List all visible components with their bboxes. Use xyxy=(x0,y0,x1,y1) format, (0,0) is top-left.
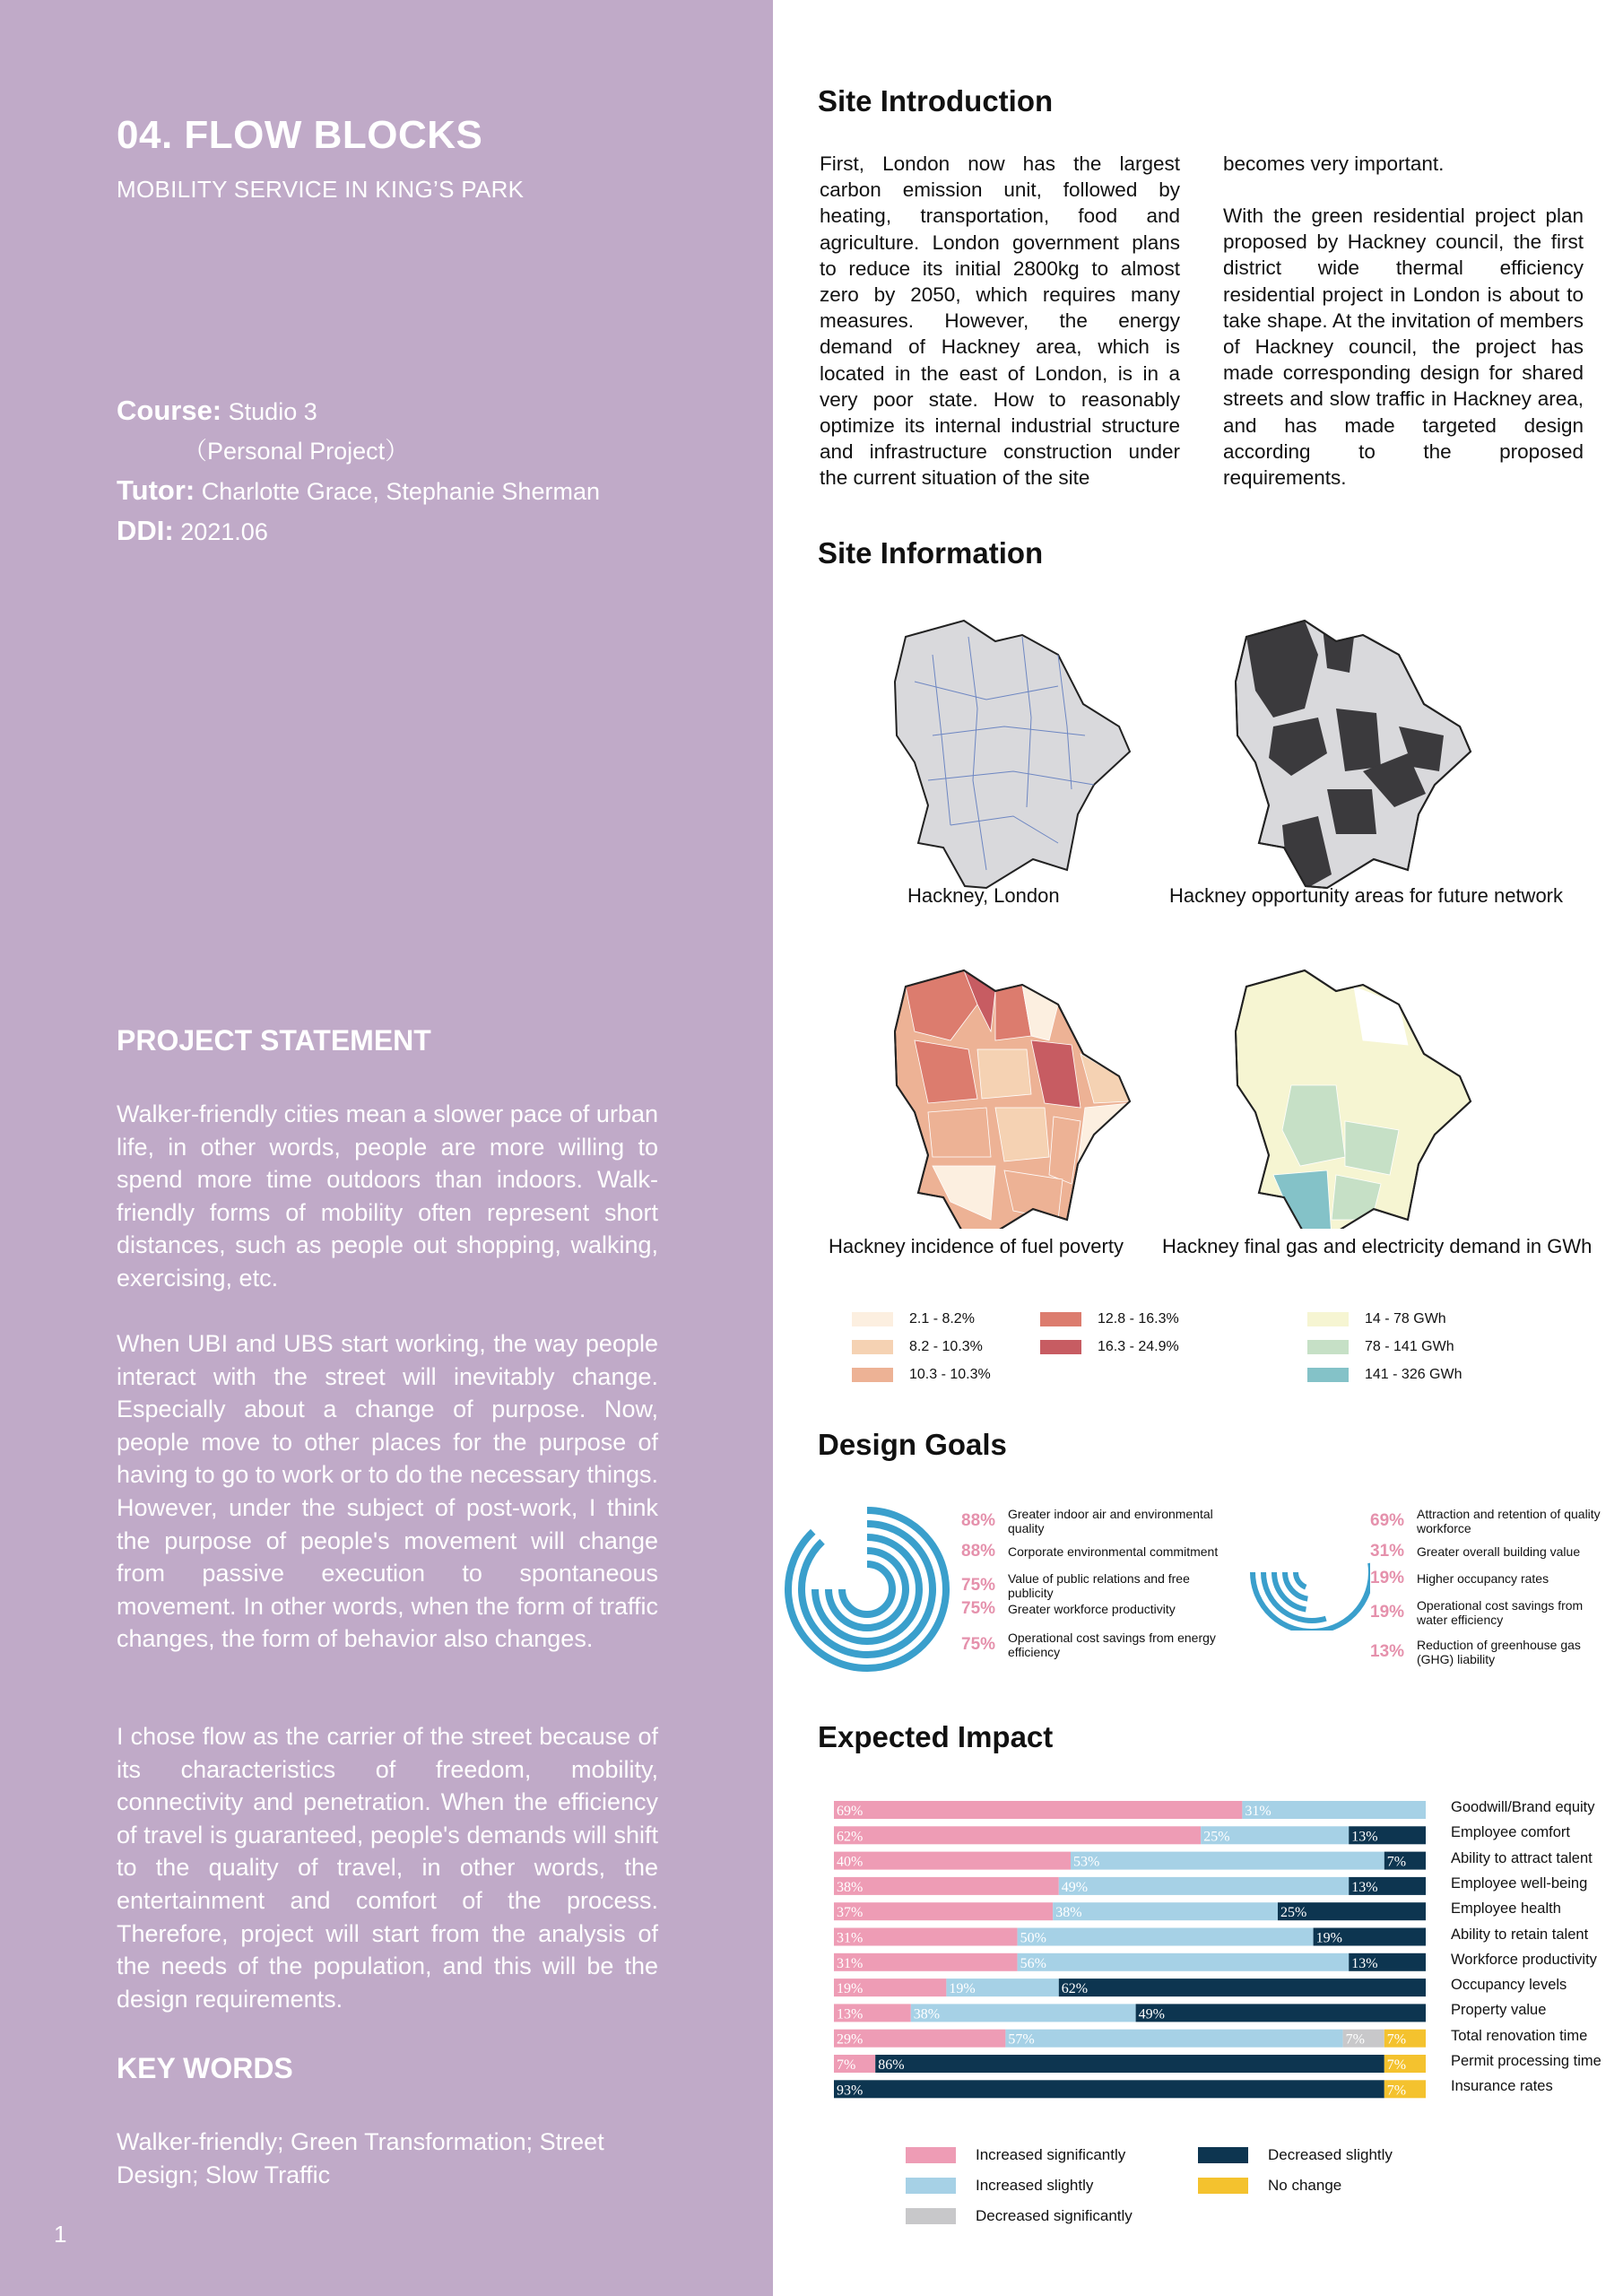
site-intro-column-2a: becomes very important. xyxy=(1223,152,1445,175)
impact-data-label: 50% xyxy=(1020,1930,1046,1946)
statement-paragraph-3: I chose flow as the carrier of the street because of its characteristics of freedom, mobility, connectivity and penetration. When the efficiency of travel is guaranteed, people's demands will shift to the quality of travel, in other words, the entertainment and comfort of the process. Therefore, project will start from the analysis of the needs of the population, and this will be the design requirements. xyxy=(117,1723,658,2013)
impact-legend-item xyxy=(1198,2146,1393,2164)
goal-percentage: 75% xyxy=(961,1635,996,1654)
legend-label: Decreased slightly xyxy=(1268,2146,1393,2163)
impact-bar-segment xyxy=(1018,1953,1350,1971)
impact-data-label: 13% xyxy=(837,2006,864,2022)
page-number: 1 xyxy=(54,2221,67,2248)
goal-item xyxy=(961,1599,1230,1618)
goal-ring-arc xyxy=(1296,1572,1306,1587)
impact-data-label: 7% xyxy=(1345,2031,1365,2048)
impact-bar-segment xyxy=(1059,1877,1349,1895)
goals-ring-chart-left xyxy=(773,1500,961,1679)
impact-data-label: 49% xyxy=(1061,1879,1089,1895)
poverty-legend-item xyxy=(852,1311,975,1327)
legend-label: 2.1 - 8.2% xyxy=(909,1311,975,1326)
goal-text: Greater overall building value xyxy=(1417,1544,1581,1559)
map2-caption: Hackney opportunity areas for future network xyxy=(1169,884,1564,907)
goal-text: Attraction and retention of quality workforce xyxy=(1417,1507,1601,1535)
goal-text: Greater indoor air and environmental quality xyxy=(1008,1507,1213,1535)
impact-data-label: 62% xyxy=(1061,1981,1089,1997)
map1-caption: Hackney, London xyxy=(907,884,1060,907)
impact-legend-item xyxy=(906,2177,1093,2195)
goal-percentage: 19% xyxy=(1370,1603,1405,1622)
impact-data-label: 19% xyxy=(1315,1930,1342,1946)
impact-data-label: 40% xyxy=(837,1854,864,1870)
impact-data-label: 56% xyxy=(1020,1955,1046,1971)
goal-item xyxy=(961,1507,1230,1535)
legend-swatch xyxy=(852,1368,893,1382)
poverty-legend-item xyxy=(1040,1339,1179,1355)
impact-bar-segment xyxy=(834,1852,1071,1870)
impact-data-label: 86% xyxy=(878,2057,905,2073)
site-intro-column-2b: With the green residential project plan proposed by Hackney council, the first district wide thermal efficiency residential project in London is about to take shape. At the invitation of members of Hackney council, the project has made corresponding design for shared streets and slow traffic in Hackney area, and has made targeted design according to the proposed requirements. xyxy=(1223,204,1584,490)
impact-category-label: Property value xyxy=(1451,2002,1547,2019)
impact-category-label: Permit processing time xyxy=(1451,2053,1601,2069)
map-opportunity-areas xyxy=(1236,621,1471,888)
impact-data-label: 38% xyxy=(837,1879,864,1895)
goal-item xyxy=(1370,1638,1612,1666)
impact-bar-segment xyxy=(911,2004,1136,2022)
goal-percentage: 75% xyxy=(961,1599,996,1618)
legend-swatch xyxy=(906,2208,956,2224)
impact-category-label: Workforce productivity xyxy=(1451,1951,1597,1968)
goal-percentage: 88% xyxy=(961,1511,996,1530)
legend-swatch xyxy=(1307,1312,1349,1326)
impact-data-label: 69% xyxy=(837,1804,864,1819)
goal-ring-arc xyxy=(842,1564,892,1614)
statement-paragraph-2: When UBI and UBS start working, the way people interact with the street will inevitably change. Especially about a change of purpose. Now, people move to other places for the purpose of having to go to work or to do the necessary things. However, under the subject of post-work, I think the purpose of people's movement will change from passive execution to spontaneous movement. In other words, when the form of traffic changes, the form of behavior also changes. xyxy=(117,1330,658,1653)
goal-text: Corporate environmental commitment xyxy=(1008,1544,1219,1559)
impact-data-label: 37% xyxy=(837,1905,864,1921)
keywords-heading: KEY WORDS xyxy=(117,2052,293,2084)
impact-category-label: Occupancy levels xyxy=(1451,1977,1567,1994)
energy-legend-item xyxy=(1307,1367,1462,1383)
goal-text: Operational cost savings from water efficiency xyxy=(1417,1598,1584,1627)
legend-swatch xyxy=(1198,2178,1248,2194)
impact-legend-item xyxy=(1198,2177,1341,2195)
impact-category-label: Goodwill/Brand equity xyxy=(1451,1799,1595,1815)
expected-impact-heading: Expected Impact xyxy=(818,1720,1054,1753)
impact-data-label: 62% xyxy=(837,1829,864,1845)
goal-item xyxy=(961,1544,1230,1559)
impact-bar-segment xyxy=(834,2080,1384,2098)
impact-data-label: 31% xyxy=(837,1930,864,1946)
legend-swatch xyxy=(1040,1312,1081,1326)
tutor-line xyxy=(117,471,600,511)
site-introduction-heading: Site Introduction xyxy=(818,84,1054,117)
impact-bar-segment xyxy=(834,1877,1059,1895)
legend-swatch xyxy=(1198,2147,1248,2163)
tutor-label: Tutor: xyxy=(117,474,195,506)
impact-bar-segment xyxy=(875,2055,1384,2073)
statement-heading: PROJECT STATEMENT xyxy=(117,1024,431,1057)
impact-data-label: 7% xyxy=(1386,2057,1407,2073)
impact-data-label: 25% xyxy=(1280,1905,1307,1921)
project-meta xyxy=(117,391,600,552)
course-value: Studio 3 xyxy=(228,398,317,425)
impact-legend-item xyxy=(906,2146,1125,2164)
course-label: Course: xyxy=(117,395,222,426)
poverty-legend-item xyxy=(852,1367,991,1383)
legend-swatch xyxy=(852,1340,893,1354)
energy-legend-item xyxy=(1307,1311,1446,1327)
impact-bar-segment xyxy=(1136,2004,1426,2022)
poverty-legend-item xyxy=(1040,1311,1179,1327)
impact-data-label: 19% xyxy=(949,1981,976,1997)
project-title: 04. FLOW BLOCKS xyxy=(117,113,483,157)
impact-category-label: Ability to retain talent xyxy=(1451,1926,1589,1943)
impact-data-label: 49% xyxy=(1138,2006,1165,2022)
impact-category-label: Insurance rates xyxy=(1451,2078,1553,2095)
site-intro-column-1: First, London now has the largest carbon emission unit, followed by heating, transportation, food and agriculture. London government plans to reduce its initial 2800kg to almost zero by 2050, which requires many measures. However, the energy demand of Hackney area, which is located in the east of London, is in a very poor state. How to reasonably optimize its internal industrial structure and infrastructure construction under the current situation of the site xyxy=(820,152,1180,490)
impact-data-label: 38% xyxy=(913,2006,941,2022)
design-goals-heading: Design Goals xyxy=(818,1428,1007,1461)
impact-data-label: 7% xyxy=(837,2057,856,2073)
legend-swatch xyxy=(1040,1340,1081,1354)
legend-swatch xyxy=(906,2178,956,2194)
poverty-legend-item xyxy=(852,1339,983,1355)
legend-label: Increased slightly xyxy=(976,2177,1094,2194)
impact-data-label: 93% xyxy=(837,2083,864,2099)
legend-swatch xyxy=(906,2147,956,2163)
goal-percentage: 19% xyxy=(1370,1569,1405,1587)
goal-item xyxy=(961,1631,1230,1659)
course-line xyxy=(117,391,600,431)
goal-percentage: 75% xyxy=(961,1576,996,1595)
course-note: （Personal Project） xyxy=(183,438,410,465)
keywords-text: Walker-friendly; Green Transformation; Street Design; Slow Traffic xyxy=(117,2128,604,2188)
impact-bar-segment xyxy=(834,1902,1053,1920)
goal-percentage: 13% xyxy=(1370,1642,1405,1661)
energy-legend-item xyxy=(1307,1339,1454,1355)
map3-caption: Hackney incidence of fuel poverty xyxy=(829,1235,1124,1257)
impact-category-label: Total renovation time xyxy=(1451,2027,1588,2044)
legend-label: 16.3 - 24.9% xyxy=(1098,1339,1179,1354)
legend-label: No change xyxy=(1268,2177,1342,2194)
left-panel xyxy=(0,0,773,2296)
impact-data-label: 31% xyxy=(837,1955,864,1971)
impact-data-label: 7% xyxy=(1386,2031,1407,2048)
impact-category-label: Ability to attract talent xyxy=(1451,1849,1593,1866)
impact-data-label: 57% xyxy=(1008,2031,1035,2048)
goal-ring-arc xyxy=(802,1524,933,1655)
impact-bar-segment xyxy=(1071,1852,1384,1870)
legend-swatch xyxy=(1307,1368,1349,1382)
legend-swatch xyxy=(852,1312,893,1326)
map-hackney-london xyxy=(895,621,1130,888)
impact-bar-segment xyxy=(1018,1928,1314,1946)
impact-category-label: Employee well-being xyxy=(1451,1874,1588,1892)
impact-data-label: 29% xyxy=(837,2031,864,2048)
goal-text: Higher occupancy rates xyxy=(1417,1571,1549,1586)
impact-data-label: 25% xyxy=(1203,1829,1230,1845)
impact-data-label: 7% xyxy=(1386,2083,1407,2099)
legend-label: Increased significantly xyxy=(976,2146,1126,2163)
legend-label: 12.8 - 16.3% xyxy=(1098,1311,1179,1326)
goal-percentage: 69% xyxy=(1370,1511,1405,1530)
ddi-line xyxy=(117,511,600,552)
impact-bar-segment xyxy=(834,1801,1242,1819)
goal-item xyxy=(961,1571,1230,1600)
ddi-value: 2021.06 xyxy=(180,518,268,545)
goal-text: Reduction of greenhouse gas (GHG) liability xyxy=(1417,1638,1581,1666)
legend-label: 8.2 - 10.3% xyxy=(909,1339,983,1354)
goal-percentage: 31% xyxy=(1370,1542,1405,1561)
goal-item xyxy=(1370,1544,1612,1559)
project-subtitle: MOBILITY SERVICE IN KING’S PARK xyxy=(117,176,525,203)
impact-legend-item xyxy=(906,2207,1133,2225)
goal-text: Operational cost savings from energy efficiency xyxy=(1008,1631,1216,1659)
goals-ring-chart-right xyxy=(1236,1505,1370,1631)
impact-bar-segment xyxy=(1005,2030,1342,2048)
site-maps xyxy=(879,601,1614,1229)
goal-text: Value of public relations and free publicity xyxy=(1008,1571,1190,1600)
goal-text: Greater workforce productivity xyxy=(1008,1602,1176,1616)
site-information-heading: Site Information xyxy=(818,536,1044,570)
legend-label: 10.3 - 10.3% xyxy=(909,1367,991,1382)
impact-bar-segment xyxy=(1059,1979,1426,1996)
impact-data-label: 19% xyxy=(837,1981,864,1997)
impact-data-label: 13% xyxy=(1351,1879,1378,1895)
impact-data-label: 13% xyxy=(1351,1955,1378,1971)
impact-category-label: Employee health xyxy=(1451,1900,1561,1918)
legend-label: Decreased significantly xyxy=(976,2207,1133,2224)
statement-paragraph-1: Walker-friendly cities mean a slower pace of urban life, in other words, people are more willing to spend more time outdoors than indoors. Walk-friendly forms of mobility often represent short distances, such as people out shopping, walking, exercising, etc. xyxy=(117,1100,658,1292)
goal-percentage: 88% xyxy=(961,1542,996,1561)
map4-caption: Hackney final gas and electricity demand in GWh xyxy=(1162,1235,1593,1257)
impact-category-label: Employee comfort xyxy=(1451,1824,1570,1841)
impact-data-label: 53% xyxy=(1073,1854,1100,1870)
impact-bars xyxy=(834,1797,1435,2109)
goal-item xyxy=(1370,1507,1612,1535)
legend-swatch xyxy=(1307,1340,1349,1354)
ddi-label: DDI: xyxy=(117,515,174,546)
goal-item xyxy=(1370,1598,1612,1627)
goal-item xyxy=(1370,1571,1612,1586)
impact-data-label: 7% xyxy=(1386,1854,1407,1870)
impact-data-label: 13% xyxy=(1351,1829,1378,1845)
map-energy-demand xyxy=(1236,970,1471,1229)
impact-bar-segment xyxy=(1053,1902,1278,1920)
impact-data-label: 31% xyxy=(1245,1804,1271,1819)
impact-bar-segment xyxy=(834,1826,1201,1844)
map-fuel-poverty xyxy=(895,970,1130,1229)
impact-data-label: 38% xyxy=(1055,1905,1082,1921)
tutor-value: Charlotte Grace, Stephanie Sherman xyxy=(201,478,600,505)
legend-label: 141 - 326 GWh xyxy=(1365,1367,1462,1382)
legend-label: 14 - 78 GWh xyxy=(1365,1311,1446,1326)
legend-label: 78 - 141 GWh xyxy=(1365,1339,1454,1354)
